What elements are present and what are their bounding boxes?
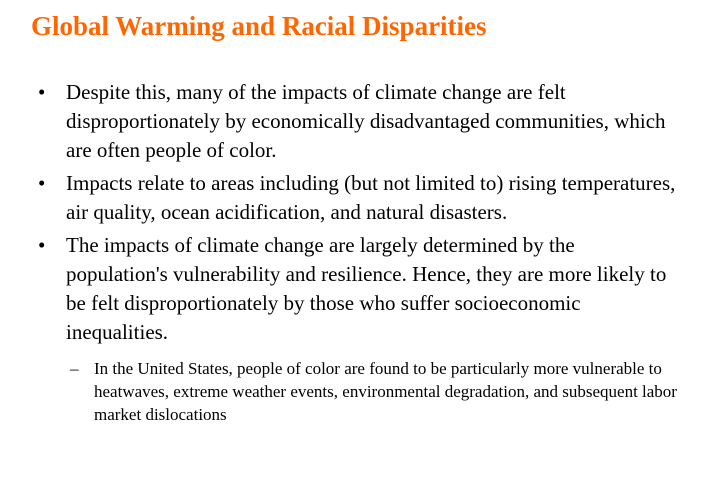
bullet-icon: •	[38, 171, 46, 195]
bullet-text: Despite this, many of the impacts of climate change are felt disproportionately by economically disadvantaged communities, which are often people of color.	[66, 80, 666, 162]
sub-bullet-list	[66, 357, 678, 426]
bullet-text: The impacts of climate change are largely determined by the population's vulnerability and resilience. Hence, they are more likely to be felt disproportionately by those who suffer socioeconomic inequalities.	[66, 233, 667, 344]
dash-icon: –	[70, 359, 79, 378]
bullet-item	[38, 78, 678, 165]
bullet-item	[38, 169, 678, 227]
bullet-list	[38, 78, 678, 430]
bullet-icon: •	[38, 80, 46, 104]
bullet-item	[38, 231, 678, 426]
sub-bullet-item	[66, 357, 678, 426]
sub-bullet-text: In the United States, people of color are found to be particularly more vulnerable to heatwaves, extreme weather events, environmental degradation, and subsequent labor market dislocations	[94, 359, 677, 424]
bullet-icon: •	[38, 233, 46, 257]
slide-title: Global Warming and Racial Disparities	[31, 11, 487, 41]
bullet-text: Impacts relate to areas including (but not limited to) rising temperatures, air quality, ocean acidification, and natural disasters.	[66, 171, 676, 224]
